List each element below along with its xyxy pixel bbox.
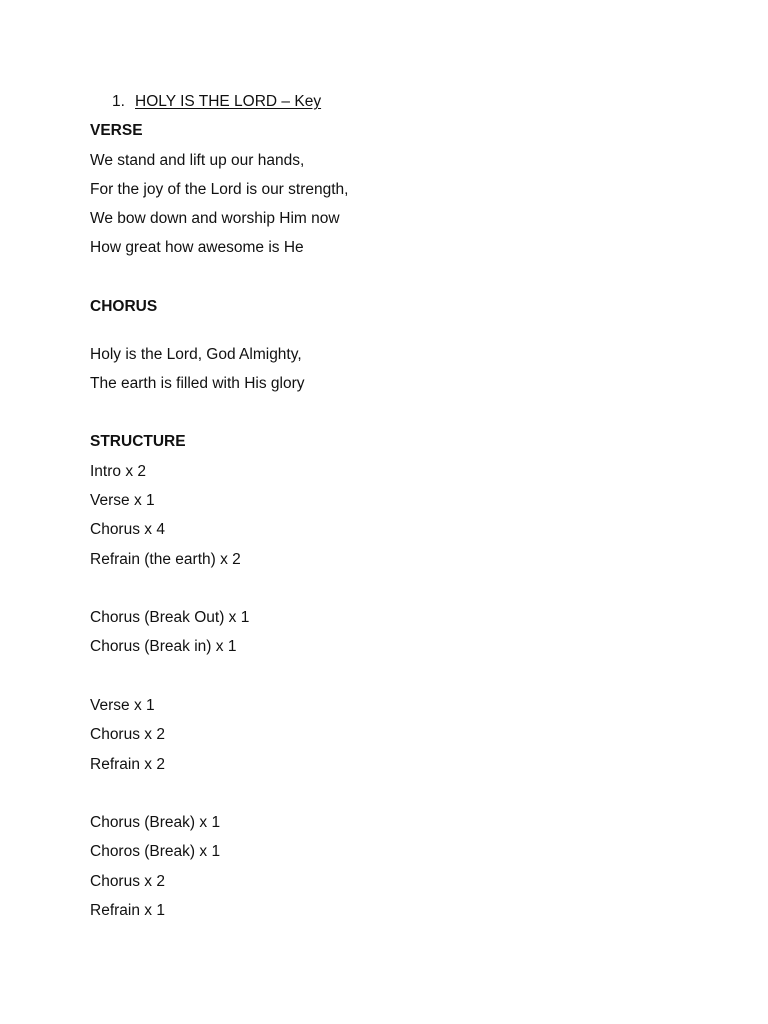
verse-heading: VERSE	[90, 122, 143, 139]
song-title-item	[112, 92, 321, 112]
verse-line: How great how awesome is He	[90, 239, 304, 256]
structure-line: Chorus x 2	[90, 873, 165, 890]
structure-line: Chorus (Break Out) x 1	[90, 609, 250, 626]
structure-line: Refrain x 2	[90, 756, 165, 773]
structure-line: Chorus x 4	[90, 521, 165, 538]
structure-line: Verse x 1	[90, 697, 155, 714]
structure-line: Chorus x 2	[90, 726, 165, 743]
structure-line: Intro x 2	[90, 463, 146, 480]
structure-heading: STRUCTURE	[90, 433, 186, 450]
verse-line: We stand and lift up our hands,	[90, 152, 305, 169]
list-number: 1.	[112, 93, 125, 110]
verse-line: We bow down and worship Him now	[90, 210, 340, 227]
structure-line: Refrain (the earth) x 2	[90, 551, 241, 568]
structure-line: Verse x 1	[90, 492, 155, 509]
verse-line: For the joy of the Lord is our strength,	[90, 181, 349, 198]
structure-line: Chorus (Break in) x 1	[90, 638, 237, 655]
chorus-line: The earth is filled with His glory	[90, 375, 305, 392]
song-title: HOLY IS THE LORD – Key	[135, 93, 322, 110]
structure-line: Refrain x 1	[90, 902, 165, 919]
chorus-line: Holy is the Lord, God Almighty,	[90, 346, 302, 363]
structure-line: Choros (Break) x 1	[90, 843, 221, 860]
structure-line: Chorus (Break) x 1	[90, 814, 221, 831]
chorus-heading: CHORUS	[90, 298, 158, 315]
